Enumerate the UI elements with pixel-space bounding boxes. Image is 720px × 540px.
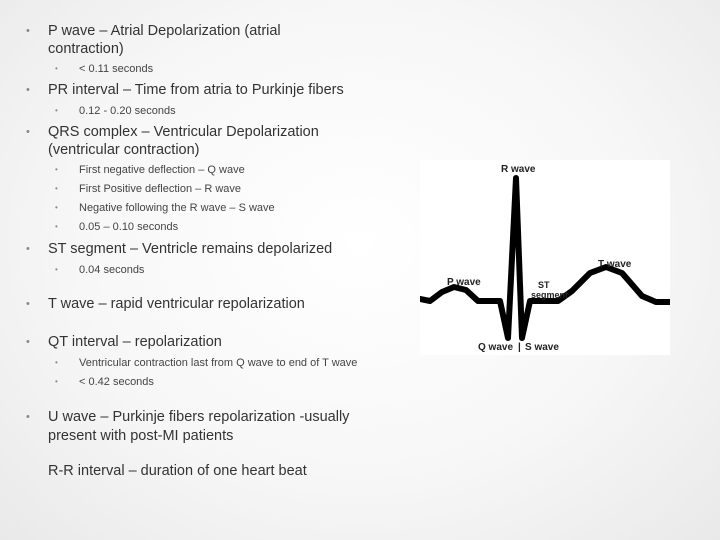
sub-bullet-text: 0.04 seconds xyxy=(79,264,145,276)
ecg-diagram xyxy=(420,160,670,355)
bullet-text: ST segment – Ventricle remains depolarized xyxy=(48,241,333,257)
sub-bullet-text: 0.12 - 0.20 seconds xyxy=(79,105,176,117)
sub-bullet-text: First negative deflection – Q wave xyxy=(79,164,245,176)
rr-interval-text: R-R interval – duration of one heart beat xyxy=(48,463,307,479)
bullet-marker: • xyxy=(26,411,30,423)
ecg-trace xyxy=(420,178,670,338)
bullet-text: QRS complex – Ventricular Depolarization xyxy=(48,124,319,140)
ecg-waveform-svg xyxy=(420,160,670,355)
bullet-text: U wave – Purkinje fibers repolarization -usually xyxy=(48,409,350,425)
sub-bullet-text: 0.05 – 0.10 seconds xyxy=(79,221,179,233)
sub-bullet-text: < 0.42 seconds xyxy=(79,376,154,388)
sub-bullet-marker: • xyxy=(55,222,58,231)
bullet-marker: • xyxy=(26,243,30,255)
bullet-text: PR interval – Time from atria to Purkinje fibers xyxy=(48,82,344,98)
bullet-text: T wave – rapid ventricular repolarization xyxy=(48,296,305,312)
bullet-text: P wave – Atrial Depolarization (atrial xyxy=(48,23,281,39)
sub-bullet-marker: • xyxy=(55,265,58,274)
segment-label: segment xyxy=(531,290,569,300)
sub-bullet-marker: • xyxy=(55,377,58,386)
sub-bullet-text: < 0.11 seconds xyxy=(79,63,154,75)
bullet-marker: • xyxy=(26,84,30,96)
sub-bullet-text: Negative following the R wave – S wave xyxy=(79,202,275,214)
sub-bullet-marker: • xyxy=(55,203,58,212)
bullet-marker: • xyxy=(26,298,30,310)
sub-bullet-marker: • xyxy=(55,184,58,193)
bullet-marker: • xyxy=(26,336,30,348)
bullet-text-continued: (ventricular contraction) xyxy=(48,142,200,158)
s-wave-label: S wave xyxy=(525,342,559,353)
bullet-text-continued: contraction) xyxy=(48,41,124,57)
bullet-text: QT interval – repolarization xyxy=(48,334,222,350)
sub-bullet-marker: • xyxy=(55,165,58,174)
st-label: ST xyxy=(538,280,550,290)
q-wave-label: Q wave xyxy=(478,342,514,353)
p-wave-label: P wave xyxy=(447,277,481,288)
bullet-marker: • xyxy=(26,25,30,37)
sub-bullet-marker: • xyxy=(55,64,58,73)
divider-label: | xyxy=(518,342,521,353)
r-wave-label: R wave xyxy=(501,164,536,175)
sub-bullet-marker: • xyxy=(55,358,58,367)
sub-bullet-marker: • xyxy=(55,106,58,115)
bullet-marker: • xyxy=(26,126,30,138)
t-wave-label: T wave xyxy=(598,259,632,270)
sub-bullet-text: First Positive deflection – R wave xyxy=(79,183,242,195)
sub-bullet-text: Ventricular contraction last from Q wave to end of T wave xyxy=(79,357,358,369)
bullet-text-continued: present with post-MI patients xyxy=(48,428,234,444)
